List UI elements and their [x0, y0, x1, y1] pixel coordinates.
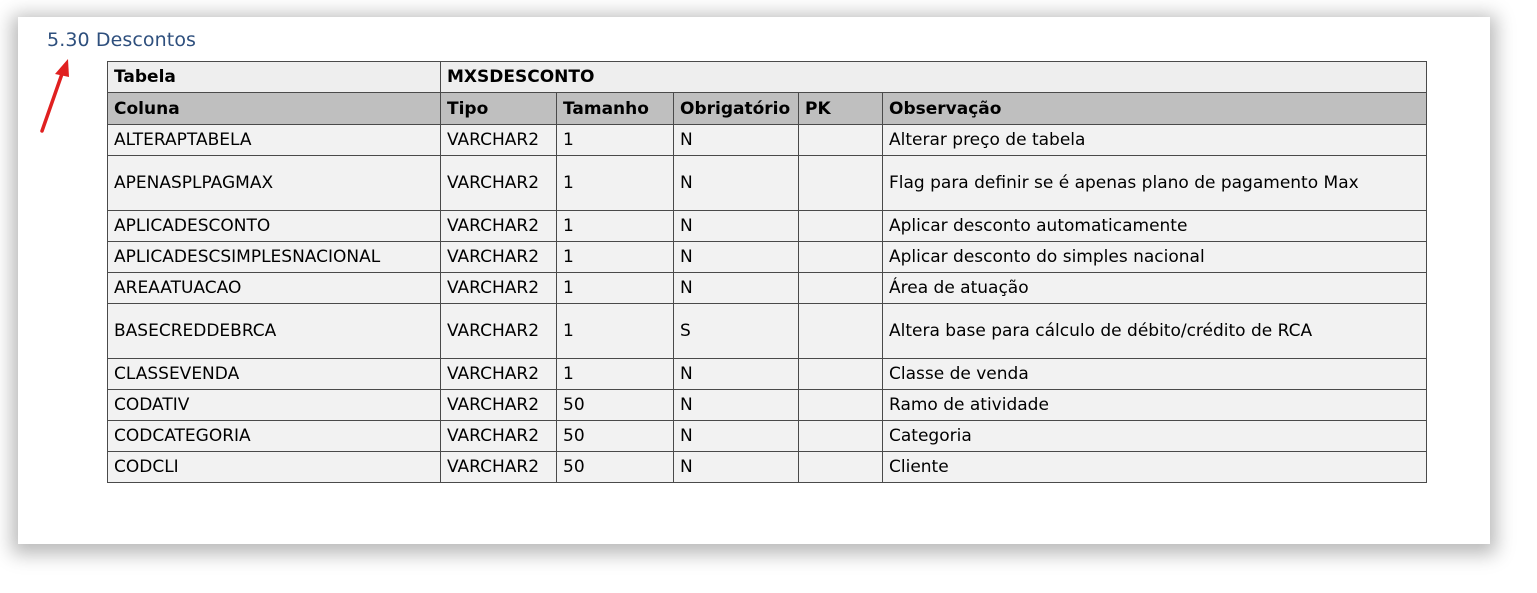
column-name-cell: CODCATEGORIA [108, 421, 441, 452]
required-cell: N [674, 242, 799, 273]
document-page [18, 17, 1490, 544]
section-heading: 5.30 Descontos [47, 29, 197, 51]
table-header-row [108, 93, 1427, 125]
column-name-cell: CODATIV [108, 390, 441, 421]
type-cell: VARCHAR2 [441, 452, 557, 483]
table-row [108, 452, 1427, 483]
pk-cell [799, 156, 883, 211]
required-cell: N [674, 390, 799, 421]
column-header: Tamanho [557, 93, 674, 125]
pk-cell [799, 452, 883, 483]
observation-cell: Área de atuação [883, 273, 1427, 304]
column-name-cell: APENASPLPAGMAX [108, 156, 441, 211]
required-cell: N [674, 452, 799, 483]
table-row [108, 156, 1427, 211]
column-header: Tipo [441, 93, 557, 125]
size-cell: 50 [557, 452, 674, 483]
observation-cell: Alterar preço de tabela [883, 125, 1427, 156]
pk-cell [799, 390, 883, 421]
table-row [108, 421, 1427, 452]
column-name-cell: CLASSEVENDA [108, 359, 441, 390]
size-cell: 50 [557, 421, 674, 452]
observation-cell: Aplicar desconto automaticamente [883, 211, 1427, 242]
table-title-label: Tabela [108, 62, 441, 93]
required-cell: N [674, 359, 799, 390]
pk-cell [799, 242, 883, 273]
type-cell: VARCHAR2 [441, 242, 557, 273]
column-name-cell: APLICADESCONTO [108, 211, 441, 242]
observation-cell: Altera base para cálculo de débito/crédito de RCA [883, 304, 1427, 359]
table-row [108, 211, 1427, 242]
column-header: PK [799, 93, 883, 125]
column-header: Obrigatório [674, 93, 799, 125]
type-cell: VARCHAR2 [441, 125, 557, 156]
type-cell: VARCHAR2 [441, 390, 557, 421]
column-name-cell: APLICADESCSIMPLESNACIONAL [108, 242, 441, 273]
column-name-cell: BASECREDDEBRCA [108, 304, 441, 359]
size-cell: 50 [557, 390, 674, 421]
size-cell: 1 [557, 304, 674, 359]
table-row [108, 359, 1427, 390]
pk-cell [799, 359, 883, 390]
column-name-cell: CODCLI [108, 452, 441, 483]
observation-cell: Categoria [883, 421, 1427, 452]
size-cell: 1 [557, 211, 674, 242]
pk-cell [799, 211, 883, 242]
schema-table [107, 61, 1427, 483]
required-cell: N [674, 421, 799, 452]
table-row [108, 304, 1427, 359]
size-cell: 1 [557, 156, 674, 211]
observation-cell: Classe de venda [883, 359, 1427, 390]
required-cell: S [674, 304, 799, 359]
pk-cell [799, 304, 883, 359]
required-cell: N [674, 156, 799, 211]
table-row [108, 125, 1427, 156]
pk-cell [799, 273, 883, 304]
type-cell: VARCHAR2 [441, 359, 557, 390]
type-cell: VARCHAR2 [441, 211, 557, 242]
observation-cell: Flag para definir se é apenas plano de pagamento Max [883, 156, 1427, 211]
type-cell: VARCHAR2 [441, 421, 557, 452]
size-cell: 1 [557, 242, 674, 273]
column-header: Observação [883, 93, 1427, 125]
required-cell: N [674, 211, 799, 242]
required-cell: N [674, 125, 799, 156]
observation-cell: Aplicar desconto do simples nacional [883, 242, 1427, 273]
type-cell: VARCHAR2 [441, 304, 557, 359]
table-row [108, 242, 1427, 273]
table-title-value: MXSDESCONTO [441, 62, 1427, 93]
column-name-cell: ALTERAPTABELA [108, 125, 441, 156]
size-cell: 1 [557, 359, 674, 390]
table-title-row [108, 62, 1427, 93]
table-row [108, 273, 1427, 304]
column-header: Coluna [108, 93, 441, 125]
table-row [108, 390, 1427, 421]
observation-cell: Cliente [883, 452, 1427, 483]
pk-cell [799, 421, 883, 452]
type-cell: VARCHAR2 [441, 156, 557, 211]
pk-cell [799, 125, 883, 156]
observation-cell: Ramo de atividade [883, 390, 1427, 421]
column-name-cell: AREAATUACAO [108, 273, 441, 304]
size-cell: 1 [557, 273, 674, 304]
required-cell: N [674, 273, 799, 304]
red-arrow-icon [36, 57, 72, 137]
type-cell: VARCHAR2 [441, 273, 557, 304]
size-cell: 1 [557, 125, 674, 156]
